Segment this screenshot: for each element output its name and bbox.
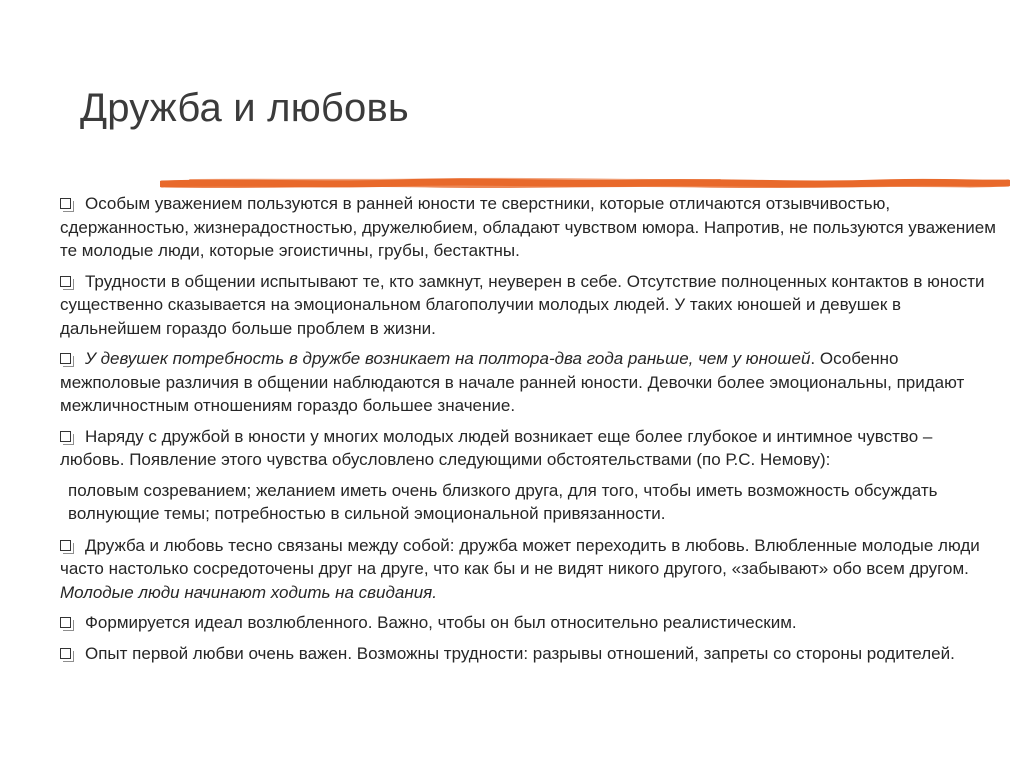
list-item: Дружба и любовь тесно связаны между собой: дружба может переходить в любовь. Влюбленные молодые люди часто настолько сосредоточены друг на друге, что как бы и не видят никого другого, «забывают» обо всем другом. Молодые люди начинают ходить на свидания. xyxy=(60,535,980,602)
list-item: Опыт первой любви очень важен. Возможны трудности: разрывы отношений, запреты со стороны родителей. xyxy=(56,642,996,666)
bullet-list xyxy=(56,192,996,672)
list-item: У девушек потребность в дружбе возникает на полтора-два года раньше, чем у юношей. Особенно межполовые различия в общении наблюдаются в начале ранней юности. Девочки более эмоциональны, придают межличностным отношениям гораздо большее значение. xyxy=(60,349,965,415)
checkbox-bullet-icon xyxy=(60,353,71,364)
slide-title: Дружба и любовь xyxy=(80,86,409,130)
list-item: Наряду с дружбой в юности у многих молодых людей возникает еще более глубокое и интимное чувство – любовь. Появление этого чувства обусловлено следующими обстоятельствами (по Р.С. Немову): xyxy=(60,426,933,469)
checkbox-bullet-icon xyxy=(60,540,71,551)
list-item: Трудности в общении испытывают те, кто замкнут, неуверен в себе. Отсутствие полноценных контактов в юности существенно сказывается на эмоциональном благополучии молодых людей. У таких юношей и девушек в дальнейшем гораздо больше проблем в жизни. xyxy=(60,271,985,338)
list-subitem: половым созреванием; желанием иметь очень близкого друга, для того, чтобы иметь возможность обсуждать волнующие темы; потребностью в сильной эмоциональной привязанности. xyxy=(68,480,938,523)
checkbox-bullet-icon xyxy=(60,648,71,659)
checkbox-bullet-icon xyxy=(60,431,71,442)
checkbox-bullet-icon xyxy=(60,617,71,628)
list-item: Особым уважением пользуются в ранней юности те сверстники, которые отличаются отзывчивостью, сдержанностью, жизнерадостностью, дружелюбием, обладают чувством юмора. Напротив, не пользуются уважением те молодые люди, которые эгоистичны, грубы, бестактны. xyxy=(60,194,996,260)
list-item: Формируется идеал возлюбленного. Важно, чтобы он был относительно реалистическим. xyxy=(56,611,996,635)
checkbox-bullet-icon xyxy=(60,198,71,209)
checkbox-bullet-icon xyxy=(60,276,71,287)
